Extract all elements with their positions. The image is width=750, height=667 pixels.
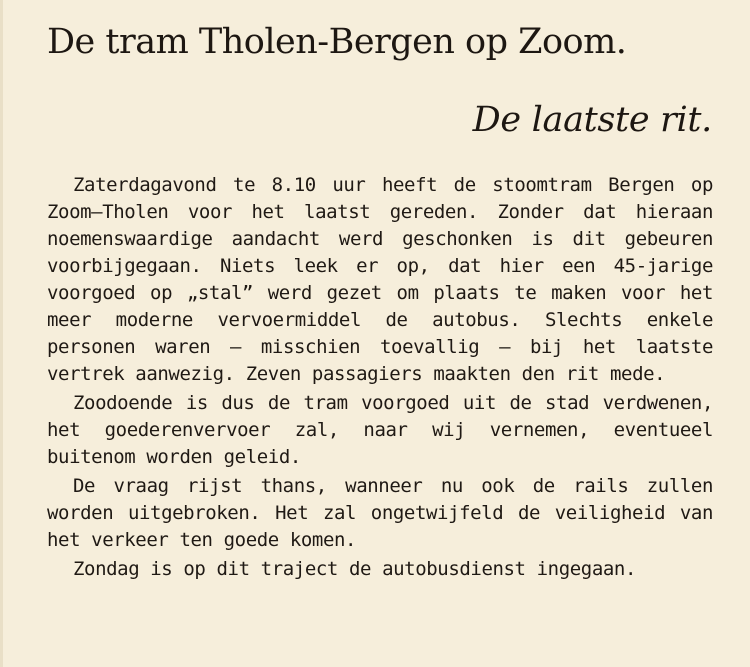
paragraph-4: Zondag is op dit traject de autobusdienst ingegaan.: [73, 558, 636, 580]
subheadline: De laatste rit.: [472, 100, 712, 140]
article-body: [47, 172, 713, 585]
paragraph-2: Zoodoende is dus de tram voorgoed uit de stad verdwenen, het goederenvervoer zal, naar wij vernemen, eventueel buitenom worden geleid.: [47, 392, 713, 468]
paragraph-1: Zaterdagavond te 8.10 uur heeft de stoomtram Bergen op Zoom—Tholen voor het laatst gereden. Zonder dat hieraan noemenswaardige aandacht werd geschonken is dit gebeuren voorbijgegaan. Niets leek er op, dat hier een 45-jarige voorgoed op „stal” werd gezet om plaats te maken voor het meer moderne vervoermiddel de autobus. Slechts enkele personen waren — misschien toevallig — bij het laatste vertrek aanwezig. Zeven passagiers maakten den rit mede.: [47, 174, 713, 385]
paragraph-3: De vraag rijst thans, wanneer nu ook de rails zullen worden uitgebroken. Het zal ongetwijfeld de veiligheid van het verkeer ten goede komen.: [47, 475, 713, 551]
headline: De tram Tholen-Bergen op Zoom.: [47, 22, 627, 62]
